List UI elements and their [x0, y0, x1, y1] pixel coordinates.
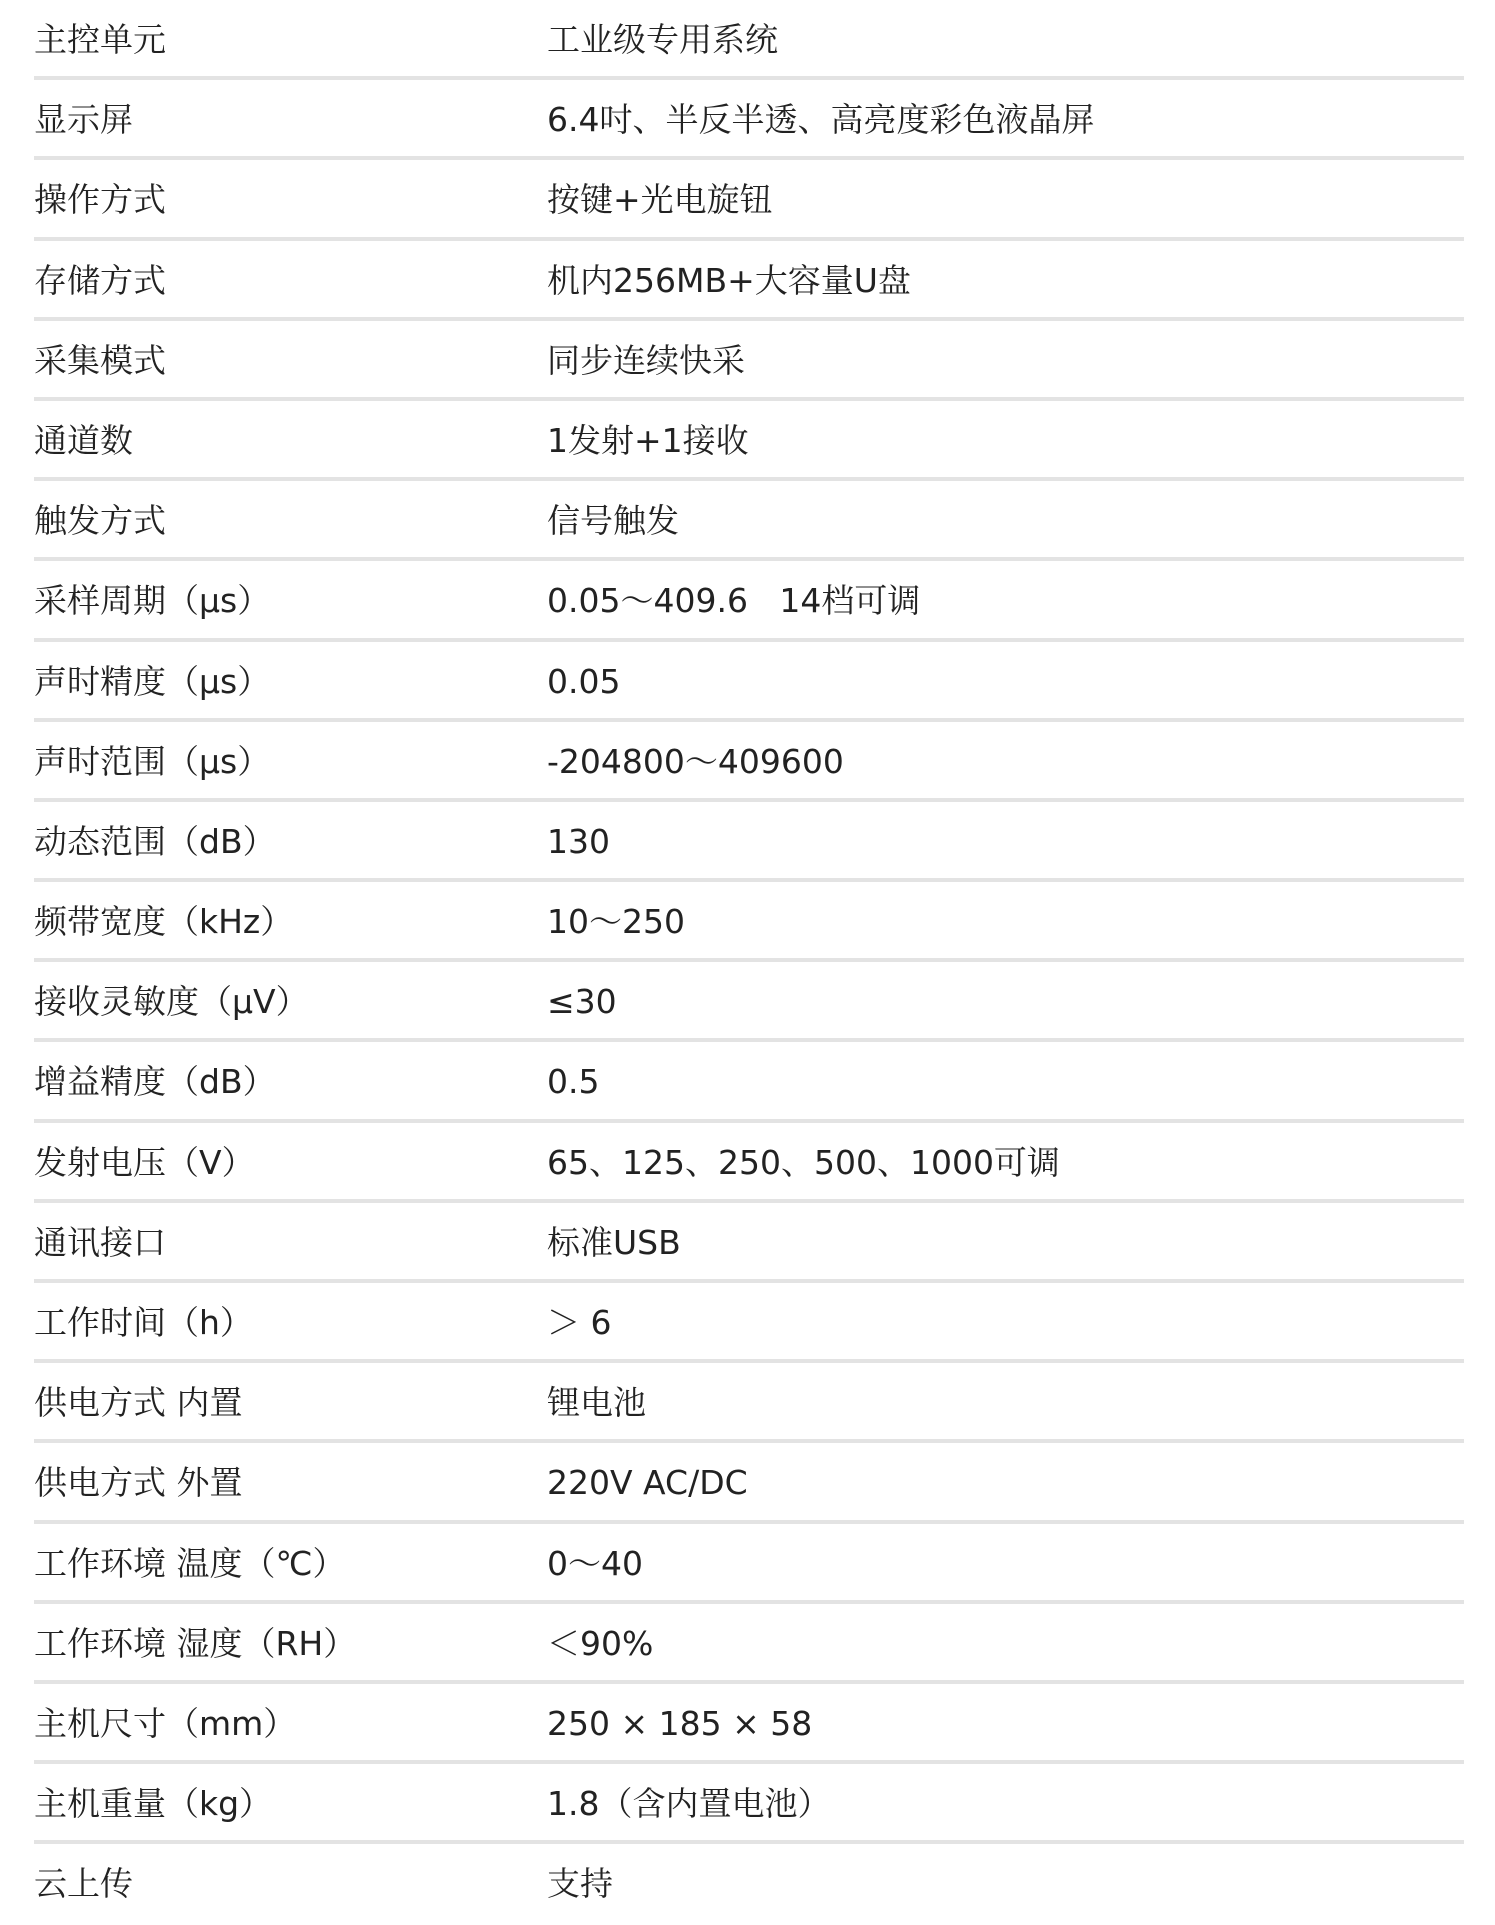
- spec-label: 工作环境 温度（℃）: [34, 1543, 346, 1583]
- spec-row: [34, 1042, 1464, 1122]
- spec-row: [34, 1123, 1464, 1203]
- spec-label: 声时范围（μs）: [34, 741, 271, 781]
- spec-value: 0.5: [547, 1062, 600, 1102]
- spec-label: 主机重量（kg）: [34, 1784, 273, 1824]
- spec-label: 频带宽度（kHz）: [34, 902, 294, 942]
- spec-label: 采集模式: [34, 340, 166, 380]
- spec-row: [34, 561, 1464, 641]
- spec-value: 1.8（含内置电池）: [547, 1784, 831, 1824]
- spec-row: [34, 0, 1464, 80]
- spec-value: 0.05～409.6 14档可调: [547, 581, 921, 621]
- spec-label: 动态范围（dB）: [34, 821, 276, 861]
- spec-label: 显示屏: [34, 100, 133, 140]
- spec-row: [34, 1604, 1464, 1684]
- spec-row: [34, 481, 1464, 561]
- spec-label: 工作环境 湿度（RH）: [34, 1623, 357, 1663]
- spec-table: [34, 0, 1464, 1925]
- spec-value: 工业级专用系统: [547, 20, 778, 59]
- spec-value: 标准USB: [547, 1222, 681, 1262]
- spec-label: 通讯接口: [34, 1222, 166, 1262]
- spec-value: 机内256MB+大容量U盘: [547, 260, 911, 300]
- spec-row: [34, 1844, 1464, 1924]
- spec-row: [34, 160, 1464, 240]
- spec-value: 同步连续快采: [547, 340, 745, 380]
- spec-label: 主机尺寸（mm）: [34, 1703, 297, 1743]
- spec-label: 触发方式: [34, 501, 166, 541]
- spec-row: [34, 241, 1464, 321]
- spec-value: 0.05: [547, 661, 621, 701]
- spec-label: 操作方式: [34, 180, 166, 220]
- spec-label: 供电方式 内置: [34, 1383, 243, 1423]
- spec-row: [34, 1524, 1464, 1604]
- spec-row: [34, 80, 1464, 160]
- spec-row: [34, 1764, 1464, 1844]
- spec-value: 130: [547, 821, 610, 861]
- spec-row: [34, 642, 1464, 722]
- spec-value: 1发射+1接收: [547, 420, 749, 460]
- spec-label: 存储方式: [34, 260, 166, 300]
- spec-value: 10～250: [547, 902, 685, 942]
- spec-value: ＜90%: [547, 1623, 654, 1663]
- spec-label: 云上传: [34, 1864, 133, 1904]
- spec-row: [34, 962, 1464, 1042]
- spec-value: 6.4吋、半反半透、高亮度彩色液晶屏: [547, 100, 1095, 140]
- spec-value: 支持: [547, 1864, 613, 1904]
- spec-row: [34, 1363, 1464, 1443]
- spec-row: [34, 401, 1464, 481]
- spec-value: 按键+光电旋钮: [547, 180, 773, 220]
- spec-row: [34, 1443, 1464, 1523]
- spec-value: 锂电池: [547, 1383, 646, 1423]
- spec-row: [34, 802, 1464, 882]
- spec-row: [34, 1684, 1464, 1764]
- spec-row: [34, 1283, 1464, 1363]
- spec-value: 65、125、250、500、1000可调: [547, 1142, 1060, 1182]
- spec-value: ＞ 6: [547, 1303, 612, 1342]
- spec-label: 供电方式 外置: [34, 1463, 243, 1503]
- spec-value: ≤30: [547, 982, 617, 1022]
- spec-label: 接收灵敏度（μV）: [34, 982, 309, 1022]
- spec-row: [34, 882, 1464, 962]
- spec-value: 0～40: [547, 1543, 643, 1583]
- spec-label: 发射电压（V）: [34, 1142, 255, 1182]
- spec-value: -204800～409600: [547, 741, 844, 781]
- spec-label: 增益精度（dB）: [34, 1062, 276, 1102]
- spec-label: 声时精度（μs）: [34, 661, 271, 701]
- spec-value: 信号触发: [547, 501, 679, 541]
- spec-row: [34, 1203, 1464, 1283]
- spec-label: 通道数: [34, 420, 133, 460]
- spec-row: [34, 321, 1464, 401]
- spec-label: 主控单元: [34, 20, 166, 59]
- spec-label: 工作时间（h）: [34, 1303, 253, 1342]
- spec-value: 220V AC/DC: [547, 1463, 748, 1503]
- spec-value: 250 × 185 × 58: [547, 1703, 813, 1743]
- spec-label: 采样周期（μs）: [34, 581, 271, 621]
- spec-row: [34, 722, 1464, 802]
